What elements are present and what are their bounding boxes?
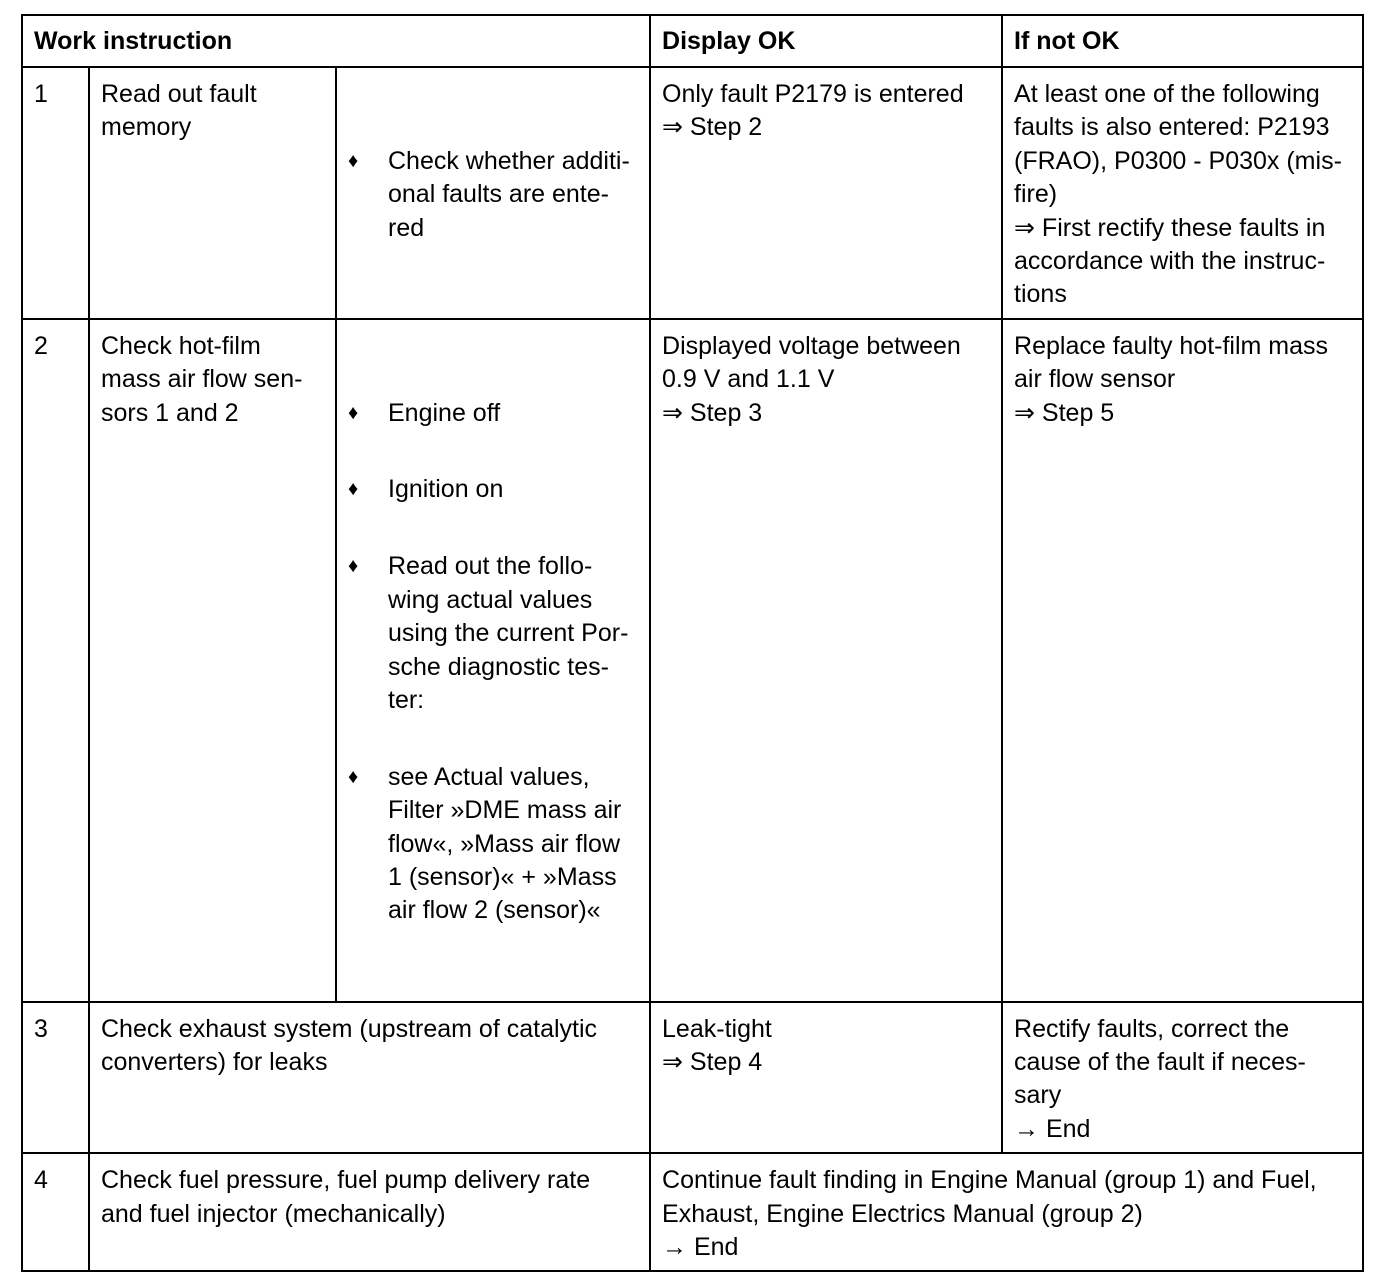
diamond-bullet-icon: ♦ <box>348 478 359 501</box>
display-ok-cell: Displayed voltage between 0.9 V and 1.1 V ⇒ Step 3 <box>650 319 1002 1002</box>
instruction-cell: Check hot-film mass air flow sen- sors 1 and 2 <box>89 319 336 1002</box>
list-item <box>348 397 638 430</box>
bullet-text: Engine off <box>388 398 501 427</box>
bullet-list-cell <box>336 319 650 1002</box>
header-row <box>22 15 1363 67</box>
table-row <box>22 319 1363 1002</box>
step-number: 3 <box>22 1002 89 1154</box>
step-number: 4 <box>22 1153 89 1271</box>
display-ok-cell: Only fault P2179 is entered ⇒ Step 2 <box>650 67 1002 319</box>
bullet-text: Check whether additi- onal faults are ente- red <box>388 146 630 242</box>
list-item <box>348 550 638 717</box>
instruction-cell: Read out fault memory <box>89 67 336 319</box>
step-number: 2 <box>22 319 89 1002</box>
instruction-cell: Check exhaust system (upstream of catalytic converters) for leaks <box>89 1002 650 1154</box>
diamond-bullet-icon: ♦ <box>348 555 359 578</box>
if-not-ok-cell: At least one of the following faults is also entered: P2193 (FRAO), P0300 - P030x (mis- fire) ⇒ First rectify these faults in accordance with the instruc- tions <box>1002 67 1363 319</box>
table-row <box>22 1002 1363 1154</box>
diamond-bullet-icon: ♦ <box>348 149 359 172</box>
list-item <box>348 761 638 928</box>
bullet-list-cell <box>336 67 650 319</box>
header-work-instruction: Work instruction <box>22 15 650 67</box>
list-item <box>348 145 638 245</box>
bullet-list <box>348 111 638 278</box>
table-row <box>22 67 1363 319</box>
bullet-text: Ignition on <box>388 475 504 504</box>
work-instruction-table <box>21 14 1364 1272</box>
bullet-text: Read out the follo- wing actual values using the current Por- sche diagnostic tes- ter: <box>388 552 629 714</box>
bullet-list <box>348 363 638 961</box>
diamond-bullet-icon: ♦ <box>348 765 359 788</box>
display-ok-cell: Leak-tight ⇒ Step 4 <box>650 1002 1002 1154</box>
if-not-ok-cell: Rectify faults, correct the cause of the fault if neces- sary → End <box>1002 1002 1363 1154</box>
instruction-cell: Check fuel pressure, fuel pump delivery rate and fuel injector (mechanically) <box>89 1153 650 1271</box>
diamond-bullet-icon: ♦ <box>348 401 359 424</box>
table-row <box>22 1153 1363 1271</box>
result-cell: Continue fault finding in Engine Manual (group 1) and Fuel, Exhaust, Engine Electrics Manual (group 2) → End <box>650 1153 1363 1271</box>
header-display-ok: Display OK <box>650 15 1002 67</box>
if-not-ok-cell: Replace faulty hot-film mass air flow sensor ⇒ Step 5 <box>1002 319 1363 1002</box>
list-item <box>348 473 638 506</box>
bullet-text: see Actual values, Filter »DME mass air flow«, »Mass air flow 1 (sensor)« + »Mass air flow 2 (sensor)« <box>388 762 622 925</box>
step-number: 1 <box>22 67 89 319</box>
header-if-not-ok: If not OK <box>1002 15 1363 67</box>
